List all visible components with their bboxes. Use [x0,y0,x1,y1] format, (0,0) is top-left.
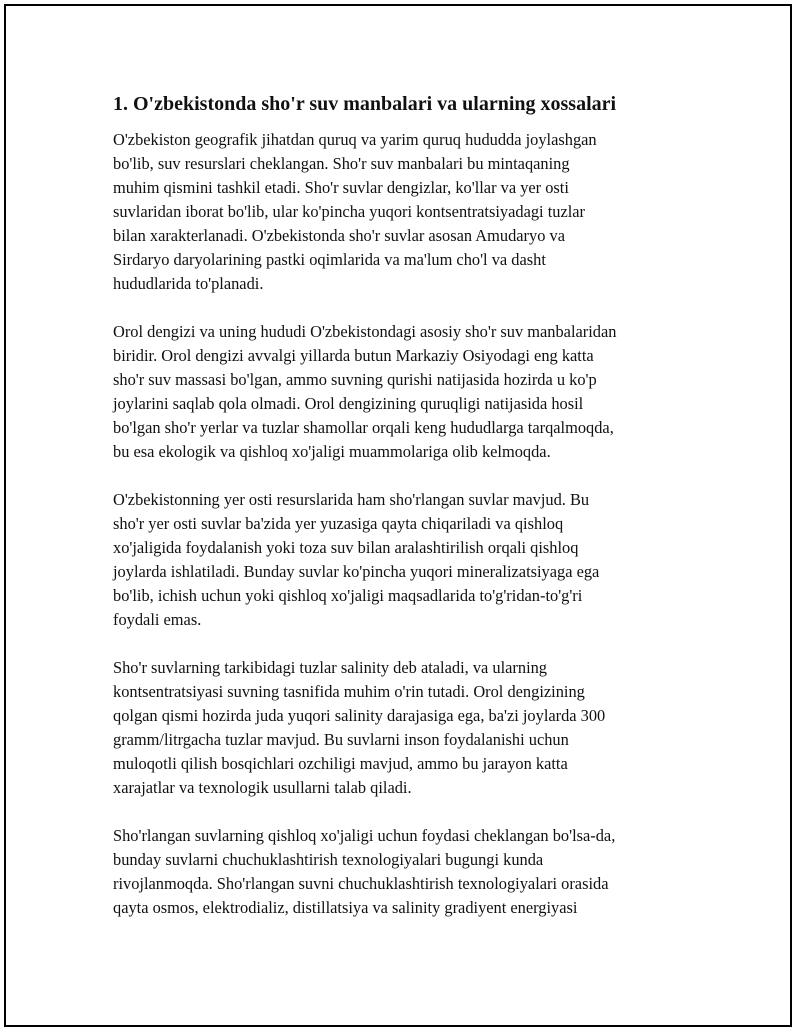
text-line: sho'r suv massasi bo'lgan, ammo suvning qurishi natijasida hozirda u ko'p [113,370,597,389]
paragraph-2 [113,320,693,464]
paragraph-4 [113,656,693,800]
text-line: Sho'rlangan suvlarning qishloq xo'jaligi uchun foydasi cheklangan bo'lsa-da, [113,826,616,845]
text-line: joylarini saqlab qola olmadi. Orol dengizining quruqligi natijasida hosil [113,394,584,413]
text-line: gramm/litrgacha tuzlar mavjud. Bu suvlarni inson foydalanishi uchun [113,730,569,749]
text-line: joylarda ishlatiladi. Bunday suvlar ko'pincha yuqori mineralizatsiyaga ega [113,562,600,581]
section-heading: 1. O'zbekistonda sho'r suv manbalari va ularning xossalari [113,93,617,115]
text-line: qolgan qismi hozirda juda yuqori salinity darajasiga ega, ba'zi joylarda 300 [113,706,606,725]
text-line: bilan xarakterlanadi. O'zbekistonda sho'r suvlar asosan Amudaryo va [113,226,565,245]
text-line: O'zbekistonning yer osti resurslarida ham sho'rlangan suvlar mavjud. Bu [113,490,590,509]
text-line: Sho'r suvlarning tarkibidagi tuzlar salinity deb ataladi, va ularning [113,658,548,677]
text-line: qayta osmos, elektrodializ, distillatsiya va salinity gradiyent energiyasi [113,898,578,917]
text-line: bo'lib, ichish uchun yoki qishloq xo'jaligi maqsadlarida to'g'ridan-to'g'ri [113,586,583,605]
text-line: foydali emas. [113,610,202,629]
text-line: bu esa ekologik va qishloq xo'jaligi muammolariga olib kelmoqda. [113,442,551,461]
document-body [113,92,693,944]
text-line: Orol dengizi va uning hududi O'zbekistondagi asosiy sho'r suv manbalaridan [113,322,617,341]
text-line: Sirdaryo daryolarining pastki oqimlarida va ma'lum cho'l va dasht [113,250,546,269]
text-line: bo'lgan sho'r yerlar va tuzlar shamollar orqali keng hududlarga tarqalmoqda, [113,418,614,437]
paragraph-1 [113,128,693,296]
text-line: biridir. Orol dengizi avvalgi yillarda butun Markaziy Osiyodagi eng katta [113,346,594,365]
text-line: xo'jaligida foydalanish yoki toza suv bilan aralashtirilish orqali qishloq [113,538,579,557]
text-line: kontsentratsiyasi suvning tasnifida muhim o'rin tutadi. Orol dengizining [113,682,585,701]
text-line: muloqotli qilish bosqichlari ozchiligi mavjud, ammo bu jarayon katta [113,754,568,773]
text-line: hududlarida to'planadi. [113,274,264,293]
text-line: muhim qismini tashkil etadi. Sho'r suvlar dengizlar, ko'llar va yer osti [113,178,569,197]
text-line: O'zbekiston geografik jihatdan quruq va yarim quruq hududda joylashgan [113,130,597,149]
text-line: bo'lib, suv resurslari cheklangan. Sho'r suv manbalari bu mintaqaning [113,154,570,173]
text-line: suvlaridan iborat bo'lib, ular ko'pincha yuqori kontsentratsiyadagi tuzlar [113,202,586,221]
paragraph-3 [113,488,693,632]
text-line: xarajatlar va texnologik usullarni talab qiladi. [113,778,412,797]
paragraph-5 [113,824,693,920]
text-line: sho'r yer osti suvlar ba'zida yer yuzasiga qayta chiqariladi va qishloq [113,514,564,533]
text-line: rivojlanmoqda. Sho'rlangan suvni chuchuklashtirish texnologiyalari orasida [113,874,609,893]
text-line: bunday suvlarni chuchuklashtirish texnologiyalari bugungi kunda [113,850,544,869]
